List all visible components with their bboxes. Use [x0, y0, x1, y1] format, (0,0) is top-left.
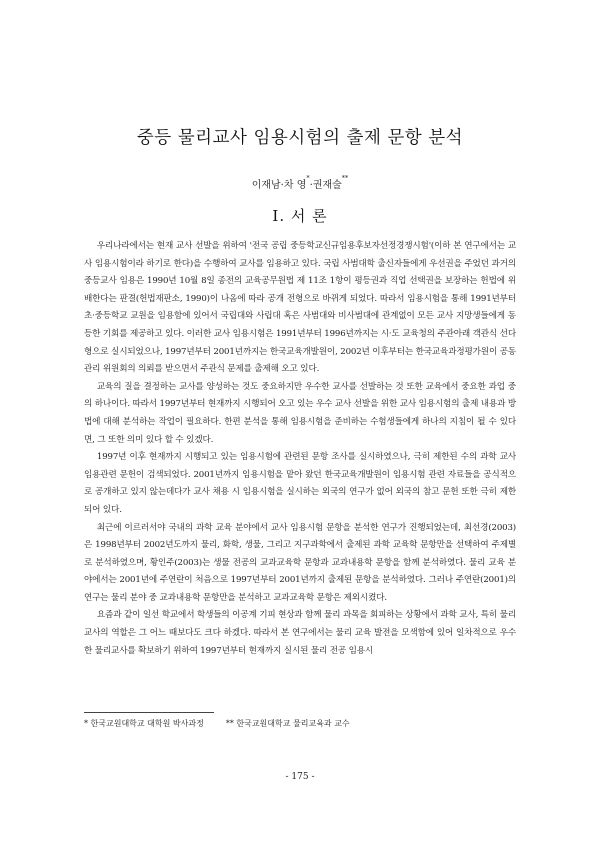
footnote-divider — [84, 712, 214, 713]
footnote-1: * 한국교원대학교 대학원 박사과정 — [84, 719, 204, 728]
author-separator: · — [309, 180, 313, 191]
section-heading: Ⅰ. 서 론 — [272, 207, 328, 225]
footnotes — [84, 718, 516, 729]
footnote-2: ** 한국교원대학교 물리교육과 교수 — [225, 719, 350, 728]
body-paragraph: 1997년 이후 현재까지 시행되고 있는 임용시험에 관련된 문항 조사를 실시하였으나, 극히 제한된 수의 과학 교사 임용관련 문헌이 검색되었다. 2001년까지 임용시험을 맡아 왔던 한국교육개발원이 임용시험 관련 자료들을 공식적으로 공개하고 있지 않는데다가 교사 채용 시 임용시험을 실시하는 외국의 연구가 없어 외국의 참고 문헌 또한 극히 제한되어 있다. — [84, 452, 516, 515]
author-line — [0, 176, 600, 191]
body-paragraph: 교육의 질을 결정하는 교사를 양성하는 것도 중요하지만 우수한 교사를 선발하는 것 또한 교육에서 중요한 과업 중의 하나이다. 따라서 1997년부터 현재까지 시행되어 오고 있는 우수 교사 선발을 위한 교사 임용시험의 출제 내용과 방법에 대해 분석하는 작업이 필요하다. 한편 분석을 통해 임용시험을 준비하는 수험생들에게 하나의 지침이 될 수 있다면, 그 또한 의미 있다 할 수 있겠다. — [84, 381, 516, 445]
paper-title: 중등 물리교사 임용시험의 출제 문항 분석 — [136, 128, 464, 148]
body-paragraph: 요즘과 같이 일선 학교에서 학생들의 이공계 기피 현상과 함께 물리 과목을 회피하는 상황에서 과학 교사, 특히 물리교사의 역할은 그 어느 때보다도 크다 하겠다. 따라서 본 연구에서는 물리 교육 발전을 모색함에 있어 일차적으로 우수한 물리교사를 확보하기 위하여 1997년부터 현재까지 실시된 물리 전공 임용시 — [84, 610, 516, 656]
author-names-2: 권재술 — [312, 180, 342, 191]
page-number: - 175 - — [285, 772, 315, 782]
author-affiliation-mark-1: * — [306, 174, 310, 182]
author-names-1: 이재남·차 영 — [251, 180, 307, 191]
body-paragraph: 최근에 이르러서야 국내의 과학 교육 분야에서 교사 임용시험 문항을 분석한 연구가 진행되었는데, 최선경(2003)은 1998년부터 2002년도까지 물리, 화학, 생물, 그리고 지구과학에서 출제된 과학 교육학 문항만을 선택하여 주제별로 분석하였으며, 황인주(2003)는 생물 전공의 교과교육학 문항과 교과내용학 문항을 함께 분석하였다. 물리 교육 분야에서는 2001년에 주연란이 처음으로 1997년부터 2001년까지 출제된 문항을 분석하였다. 그러나 주연란(2001)의 연구는 물리 분야 중 교과내용학 문항만을 분석하고 교과교육학 문항은 제외시켰다. — [84, 522, 516, 603]
author-affiliation-mark-2: ** — [341, 174, 349, 182]
body-text — [84, 238, 516, 660]
body-paragraph: 우리나라에서는 현재 교사 선발을 위하여 '전국 공립 중등학교신규임용후보자선정경쟁시험'(이하 본 연구에서는 교사 임용시험이라 하기로 한다)을 수행하여 교사를 임용하고 있다. 국립 사범대학 출신자들에게 우선권을 주었던 과거의 중등교사 임용은 1990년 10월 8일 종전의 교육공무원법 제 11조 1항이 평등권과 직업 선택권을 보장하는 헌법에 위배한다는 판결(헌법재판소, 1990)이 나옴에 따라 공개 전형으로 바뀌게 되었다. 따라서 임용시험을 통해 1991년부터 초·중등학교 교원을 임용함에 있어서 국립대와 사립대 혹은 사범대와 비사범대에 관계없이 모든 교사 지망생들에게 동등한 기회를 제공하고 있다. 이러한 교사 임용시험은 1991년부터 1996년까지는 시·도 교육청의 주관아래 객관식 선다형으로 실시되었으나, 1997년부터 2001년까지는 한국교육개발원이, 2002년 이후부터는 한국교육과정평가원이 공동관리 위원회의 의뢰를 받으면서 주관식 문제를 출제해 오고 있다. — [84, 241, 516, 375]
